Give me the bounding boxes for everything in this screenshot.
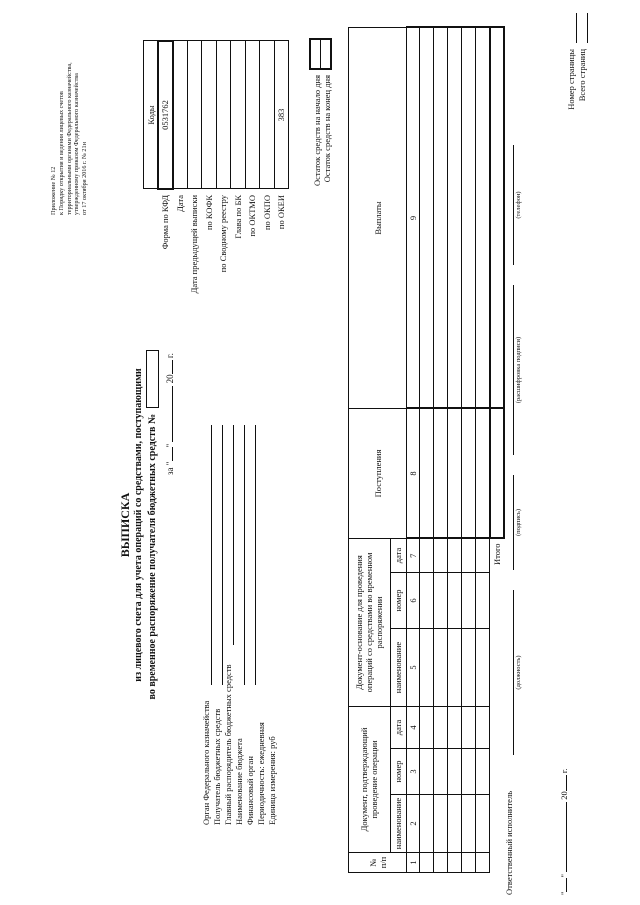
table-row bbox=[476, 28, 490, 873]
table-cell[interactable] bbox=[434, 853, 448, 873]
table-cell[interactable] bbox=[476, 629, 490, 707]
document-subtitle: из лицевого счета для учета операций со средствами, поступающими bbox=[133, 368, 144, 682]
phone-field[interactable] bbox=[513, 145, 514, 265]
table-cell[interactable] bbox=[448, 409, 462, 539]
table-cell[interactable] bbox=[462, 749, 476, 795]
code-kofk[interactable] bbox=[202, 41, 217, 189]
table-cell[interactable] bbox=[462, 539, 476, 573]
table-cell[interactable] bbox=[434, 795, 448, 853]
table-row bbox=[448, 28, 462, 873]
subheader-name: наименование bbox=[390, 629, 406, 707]
table-cell[interactable] bbox=[420, 409, 434, 539]
table-cell[interactable] bbox=[448, 707, 462, 749]
table-cell[interactable] bbox=[420, 573, 434, 629]
code-form-kfd[interactable]: 0531762 bbox=[158, 41, 173, 189]
label-periodicity: Периодичность: ежедневная bbox=[256, 722, 266, 825]
col-header-receipts: Поступления bbox=[349, 409, 407, 539]
sign-day-field[interactable] bbox=[566, 878, 567, 892]
sign-date-line bbox=[560, 769, 570, 896]
year-prefix: 20 bbox=[165, 374, 175, 384]
table-cell[interactable] bbox=[476, 573, 490, 629]
table-cell[interactable] bbox=[462, 629, 476, 707]
code-okei[interactable]: 383 bbox=[274, 41, 289, 189]
total-pages-field[interactable] bbox=[587, 13, 588, 43]
table-cell[interactable] bbox=[448, 28, 462, 409]
appendix-note bbox=[50, 62, 89, 215]
statement-date-line bbox=[165, 353, 175, 475]
sign-year-field[interactable] bbox=[566, 775, 567, 791]
day-field[interactable] bbox=[172, 448, 173, 462]
subheader-number: номер bbox=[390, 749, 406, 795]
code-oktmo[interactable] bbox=[245, 41, 260, 189]
col-number: 3 bbox=[407, 749, 420, 795]
col-number: 7 bbox=[407, 539, 420, 573]
subheader-name: наименование bbox=[390, 795, 406, 853]
table-cell[interactable] bbox=[476, 539, 490, 573]
table-cell[interactable] bbox=[476, 749, 490, 795]
label-prev-date: Дата предыдущей выписки bbox=[189, 195, 199, 294]
table-cell[interactable] bbox=[420, 749, 434, 795]
quote-close: " bbox=[559, 874, 569, 878]
caption-phone: (телефон) bbox=[515, 191, 522, 219]
col-header-doc-operation: Документ, подтверждающий проведение операции bbox=[349, 707, 391, 853]
table-row bbox=[462, 28, 476, 873]
table-cell[interactable] bbox=[476, 409, 490, 539]
subheader-date: дата bbox=[390, 539, 406, 573]
header-labels bbox=[202, 664, 279, 825]
label-date: Дата bbox=[174, 195, 185, 212]
executor-label: Ответственный исполнитель bbox=[504, 790, 514, 895]
label-oktmo: по ОКТМО bbox=[247, 195, 257, 237]
label-recipient: Получатель бюджетных средств bbox=[212, 708, 222, 825]
table-cell[interactable] bbox=[420, 795, 434, 853]
field-main-manager[interactable] bbox=[233, 425, 234, 645]
subheader-date: дата bbox=[390, 707, 406, 749]
table-cell[interactable] bbox=[462, 573, 476, 629]
codes-header: Коды bbox=[144, 41, 159, 189]
label-total-pages: Всего страниц bbox=[577, 49, 587, 102]
total-row bbox=[490, 28, 504, 873]
caption-signature: (подпись) bbox=[515, 509, 522, 536]
col-header-doc-basis: Документ-основание для проведения операций со средствами во временном распоряжении bbox=[349, 539, 391, 707]
table-cell[interactable] bbox=[434, 629, 448, 707]
table-cell[interactable] bbox=[434, 539, 448, 573]
operations-table bbox=[348, 27, 505, 874]
table-row bbox=[420, 28, 434, 873]
label-budget-name: Наименование бюджета bbox=[234, 738, 244, 825]
year-suffix: г. bbox=[165, 353, 175, 359]
quote-close: " bbox=[165, 443, 175, 448]
label-balance-end: Остаток средств на конец дня bbox=[322, 75, 332, 183]
col-number: 6 bbox=[407, 573, 420, 629]
caption-position: (должность) bbox=[515, 655, 522, 690]
table-cell[interactable] bbox=[476, 853, 490, 873]
code-registry[interactable] bbox=[216, 41, 231, 189]
table-cell[interactable] bbox=[434, 707, 448, 749]
table-cell[interactable] bbox=[462, 795, 476, 853]
position-field[interactable] bbox=[513, 590, 514, 755]
appendix-line: утвержденному приказом Федерального казначейства bbox=[73, 73, 81, 215]
table-cell[interactable] bbox=[448, 795, 462, 853]
label-balance-start: Остаток средств на начало дня bbox=[312, 75, 322, 186]
sign-month-field[interactable] bbox=[566, 802, 567, 872]
field-finance-body[interactable] bbox=[255, 425, 256, 685]
col-number: 8 bbox=[407, 409, 420, 539]
col-header-num: № п/п bbox=[349, 853, 407, 873]
label-kofk: по КОФК bbox=[203, 195, 214, 231]
table-cell[interactable] bbox=[434, 28, 448, 409]
col-header-payments: Выплаты bbox=[349, 28, 407, 409]
year-suffix: г. bbox=[559, 768, 569, 774]
table-cell[interactable] bbox=[448, 629, 462, 707]
field-budget-name[interactable] bbox=[244, 425, 245, 685]
label-okei: по ОКЕИ bbox=[276, 195, 286, 230]
table-cell[interactable] bbox=[476, 707, 490, 749]
subtitle-text: во временное распоряжение получателя бюджетных средств № bbox=[146, 413, 158, 700]
col-number: 1 bbox=[407, 853, 420, 873]
signature-field[interactable] bbox=[513, 475, 514, 570]
table-cell[interactable] bbox=[420, 853, 434, 873]
table-cell[interactable] bbox=[448, 573, 462, 629]
col-number: 9 bbox=[407, 28, 420, 409]
table-cell[interactable] bbox=[448, 749, 462, 795]
account-number-box[interactable] bbox=[146, 350, 159, 408]
total-payments[interactable] bbox=[490, 28, 504, 409]
table-cell[interactable] bbox=[476, 795, 490, 853]
column-number-row bbox=[407, 28, 420, 873]
month-field[interactable] bbox=[172, 386, 173, 442]
label-finance-body: Финансовый орган bbox=[245, 756, 255, 825]
date-prefix: за bbox=[165, 467, 175, 475]
code-labels bbox=[158, 195, 289, 315]
table-cell[interactable] bbox=[448, 853, 462, 873]
appendix-line: от 17 октября 2016 г. № 21н bbox=[81, 142, 88, 215]
table-cell[interactable] bbox=[434, 749, 448, 795]
label-form-kfd: Форма по КФД bbox=[160, 195, 170, 250]
table-row bbox=[434, 28, 448, 873]
label-treasury-body: Орган Федерального казначейства bbox=[201, 700, 211, 825]
label-bk: Глава по БК bbox=[232, 195, 243, 239]
total-receipts[interactable] bbox=[490, 409, 504, 539]
code-okpo[interactable] bbox=[260, 41, 275, 189]
quote-open: " bbox=[559, 891, 569, 895]
appendix-line: Приложение № 12 bbox=[50, 166, 57, 215]
table-cell[interactable] bbox=[434, 573, 448, 629]
document-title: ВЫПИСКА bbox=[118, 492, 132, 558]
total-label: Итого bbox=[491, 543, 502, 566]
subheader-number: номер bbox=[390, 573, 406, 629]
table-cell[interactable] bbox=[420, 629, 434, 707]
label-okpo: по ОКПО bbox=[261, 195, 272, 231]
code-bk[interactable] bbox=[231, 41, 246, 189]
table-cell[interactable] bbox=[420, 28, 434, 409]
label-main-manager: Главный распорядитель бюджетных средств bbox=[223, 664, 233, 825]
appendix-line: к Порядку открытия и ведения лицевых счетов bbox=[57, 91, 65, 215]
table-cell[interactable] bbox=[462, 707, 476, 749]
col-number: 5 bbox=[407, 629, 420, 707]
year-field[interactable] bbox=[172, 360, 173, 374]
col-number: 4 bbox=[407, 707, 420, 749]
quote-open: " bbox=[165, 461, 175, 466]
col-number: 2 bbox=[407, 795, 420, 853]
label-registry: по Сводному реестру bbox=[218, 195, 228, 273]
page-labels bbox=[567, 49, 589, 145]
appendix-line: территориальными органами Федерального казначейства, bbox=[65, 62, 73, 215]
code-date[interactable] bbox=[173, 41, 188, 189]
codes-table bbox=[143, 40, 289, 190]
field-treasury-body[interactable] bbox=[211, 425, 212, 685]
page-number-field[interactable] bbox=[576, 13, 577, 43]
table-cell[interactable] bbox=[434, 409, 448, 539]
decode-field[interactable] bbox=[513, 285, 514, 455]
table-cell[interactable] bbox=[448, 539, 462, 573]
year-prefix: 20 bbox=[559, 791, 569, 800]
label-unit: Единица измерения: руб bbox=[267, 736, 277, 825]
table-cell[interactable] bbox=[462, 409, 476, 539]
balance-labels bbox=[312, 75, 332, 205]
table-cell[interactable] bbox=[420, 707, 434, 749]
label-page-number: Номер страницы bbox=[566, 49, 576, 110]
balance-start-value[interactable] bbox=[311, 40, 321, 68]
field-recipient[interactable] bbox=[222, 425, 223, 685]
balance-box bbox=[309, 38, 332, 70]
table-cell[interactable] bbox=[420, 539, 434, 573]
table-cell[interactable] bbox=[476, 28, 490, 409]
code-prev-date[interactable] bbox=[187, 41, 202, 189]
table-cell[interactable] bbox=[462, 28, 476, 409]
caption-decode: (расшифровка подписи) bbox=[515, 336, 522, 404]
table-cell[interactable] bbox=[462, 853, 476, 873]
